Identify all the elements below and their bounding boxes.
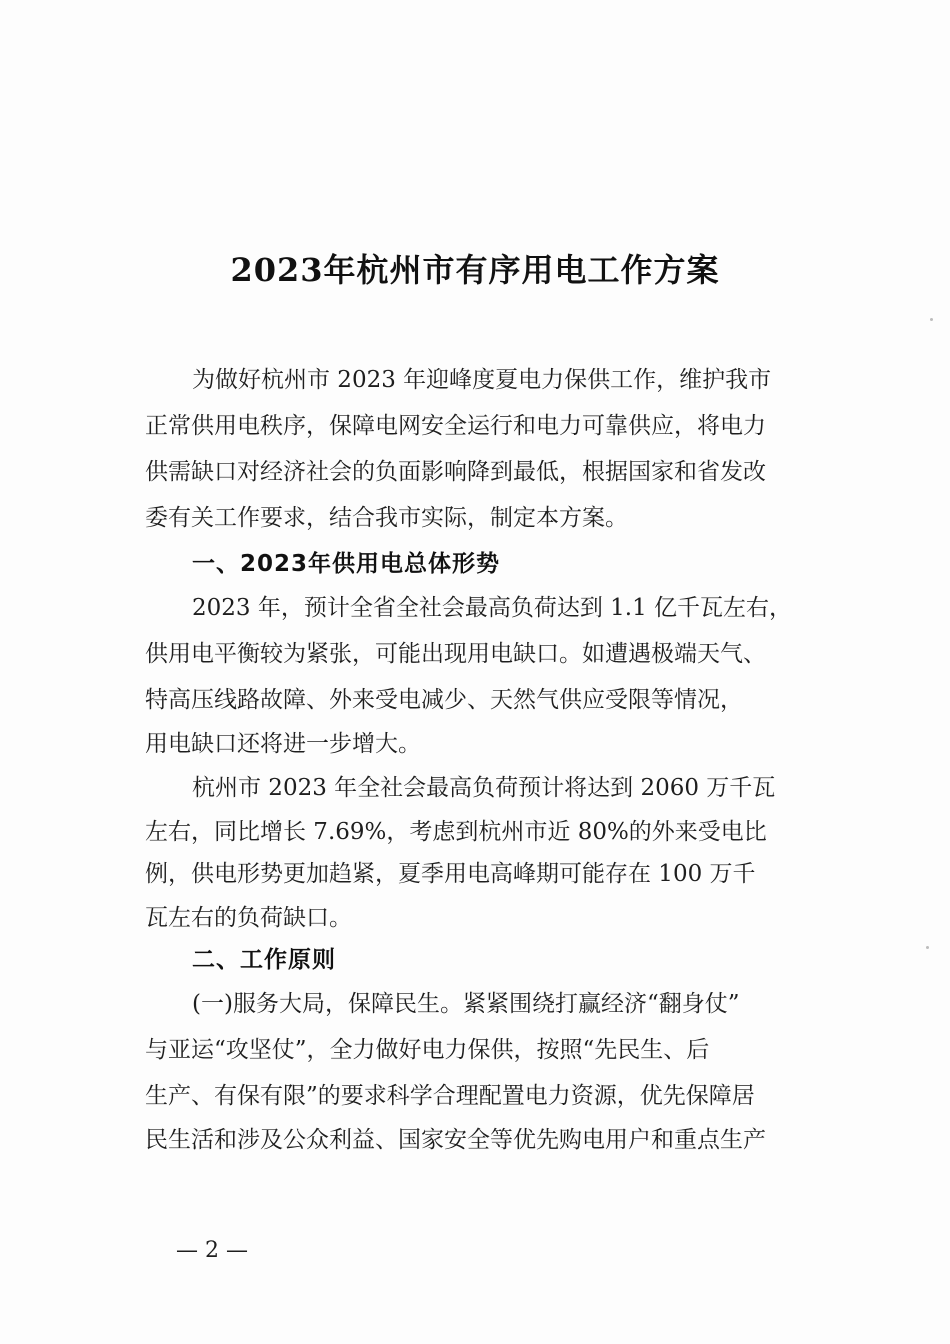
section1-p2-text: 杭州市 2023 年全社会最高负荷预计将达到 2060 万千瓦 (192, 775, 776, 801)
section2-p1-text: 生产、有保有限”的要求科学合理配置电力资源，优先保障居 (145, 1083, 755, 1109)
section1-p1-text: 2023 年，预计全省全社会最高负荷达到 1.1 亿千瓦左右， (192, 595, 793, 621)
document-title: 2023年杭州市有序用电工作方案 (230, 251, 720, 289)
intro-line-text: 为做好杭州市 2023 年迎峰度夏电力保供工作，维护我市 (192, 367, 772, 393)
section1-p2-text: 瓦左右的负荷缺口。 (145, 905, 352, 931)
section1-p1-text: 供用电平衡较为紧张，可能出现用电缺口。如遭遇极端天气、 (145, 641, 766, 667)
scan-speck (926, 946, 929, 949)
intro-line-text: 供需缺口对经济社会的负面影响降到最低，根据国家和省发改 (145, 459, 766, 485)
section1-heading: 一、2023年供用电总体形势 (192, 551, 501, 577)
section1-p1-text: 特高压线路故障、外来受电减少、天然气供应受限等情况， (145, 687, 743, 713)
section1-p1-text: 用电缺口还将进一步增大。 (145, 731, 421, 757)
page-number: — 2 — (176, 1238, 248, 1263)
section1-p2-text: 左右，同比增长 7.69%，考虑到杭州市近 80%的外来受电比 (145, 819, 767, 845)
section2-heading: 二、工作原则 (192, 947, 336, 973)
intro-line-text: 正常供用电秩序，保障电网安全运行和电力可靠供应，将电力 (145, 413, 766, 439)
scan-speck (930, 318, 933, 321)
intro-line-text: 委有关工作要求，结合我市实际，制定本方案。 (145, 505, 628, 531)
section2-p1-text: 与亚运“攻坚仗”，全力做好电力保供，按照“先民生、后 (145, 1037, 710, 1063)
section1-p2-text: 例，供电形势更加趋紧，夏季用电高峰期可能存在 100 万千 (145, 861, 756, 887)
section2-p1-text: (一)服务大局，保障民生。紧紧围绕打赢经济“翻身仗” (192, 991, 740, 1017)
section2-p1-text: 民生活和涉及公众利益、国家安全等优先购电用户和重点生产 (145, 1127, 766, 1153)
